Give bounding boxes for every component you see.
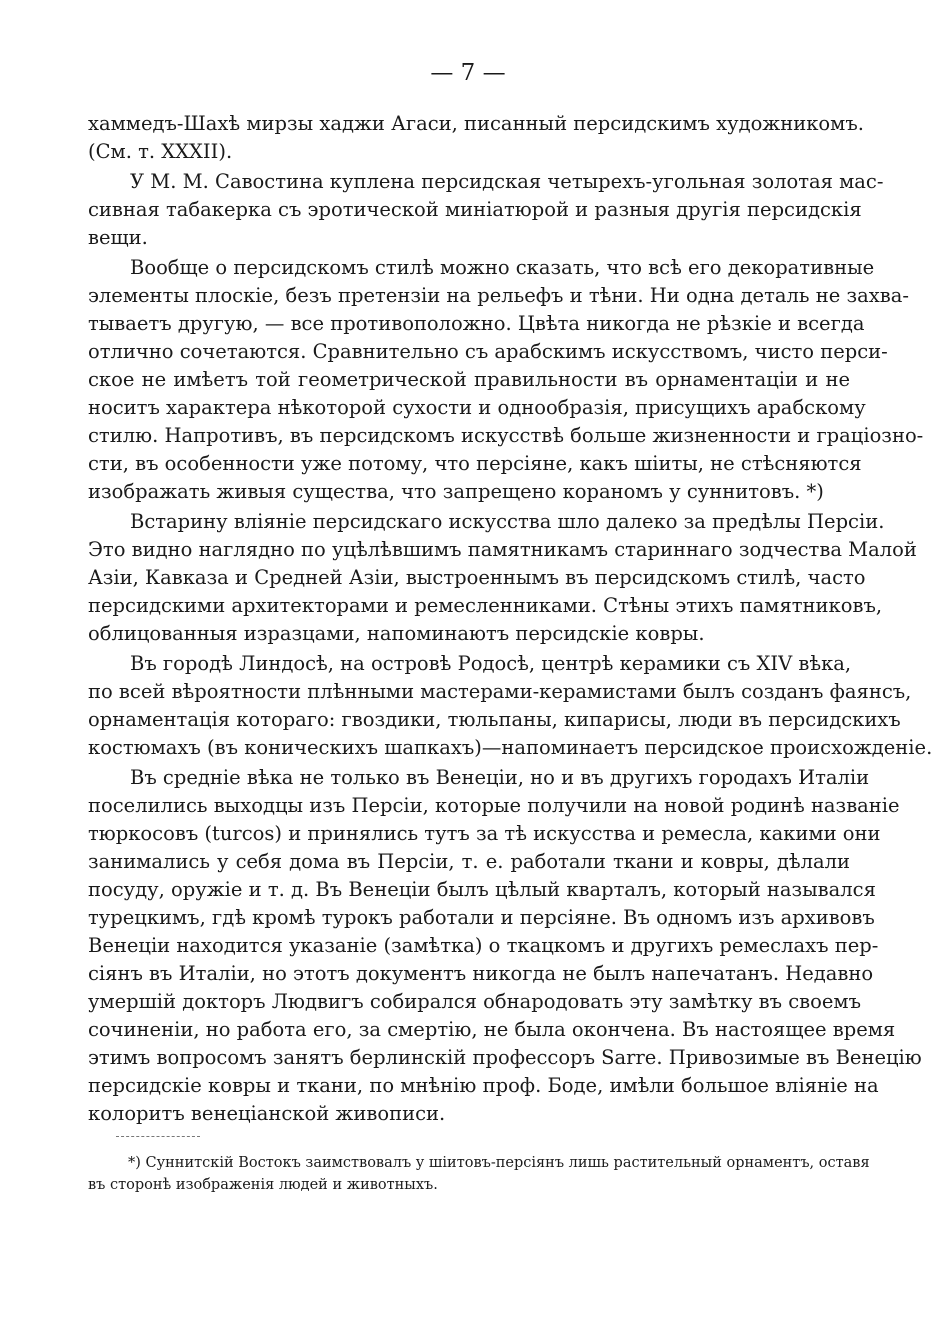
text-line: орнаментація котораго: гвоздики, тюльпаны, кипарисы, люди въ персидскихъ: [88, 708, 901, 731]
text-line: Встарину вліяніе персидскаго искусства шло далеко за предѣлы Персіи.: [130, 510, 885, 533]
text-line: Это видно наглядно по уцѣлѣвшимъ памятникамъ стариннаго зодчества Малой: [88, 538, 917, 561]
text-line: Вообще о персидскомъ стилѣ можно сказать, что всѣ его декоративные: [130, 256, 875, 279]
text-line: по всей вѣроятности плѣнными мастерами-керамистами былъ созданъ фаянсъ,: [88, 680, 912, 703]
text-line: тываетъ другую, — все противоположно. Цвѣта никогда не рѣзкіе и всегда: [88, 312, 865, 335]
text-line: этимъ вопросомъ занятъ берлинскій профессоръ Sarre. Привозимые въ Венецію: [88, 1046, 922, 1069]
text-line: тюркосовъ (turcos) и принялись тутъ за тѣ искусства и ремесла, какими они: [88, 822, 881, 845]
text-line: изображать живыя существа, что запрещено кораномъ у суннитовъ. *): [88, 480, 824, 503]
text-line: У М. М. Савостина куплена персидская четырехъ-угольная золотая мас-: [130, 170, 884, 193]
text-line: костюмахъ (въ коническихъ шапкахъ)—напоминаетъ персидское происхожденіе.: [88, 736, 933, 759]
text-line: (См. т. XXXII).: [88, 140, 233, 163]
text-line: сти, въ особенности уже потому, что персіяне, какъ шіиты, не стѣсняются: [88, 452, 862, 475]
text-line: занимались у себя дома въ Персіи, т. е. работали ткани и ковры, дѣлали: [88, 850, 850, 873]
text-line: Венеціи находится указаніе (замѣтка) о ткацкомъ и другихъ ремеслахъ пер-: [88, 934, 879, 957]
text-line: поселились выходцы изъ Персіи, которые получили на новой родинѣ названіе: [88, 794, 900, 817]
text-line: умершій докторъ Людвигъ собирался обнародовать эту замѣтку въ своемъ: [88, 990, 861, 1013]
text-line: Въ средніе вѣка не только въ Венеціи, но и въ другихъ городахъ Италіи: [130, 766, 870, 789]
text-line: турецкимъ, гдѣ кромѣ турокъ работали и персіяне. Въ одномъ изъ архивовъ: [88, 906, 875, 929]
text-line: Азіи, Кавказа и Средней Азіи, выстроеннымъ въ персидскомъ стилѣ, часто: [88, 566, 866, 589]
text-line: хаммедъ-Шахѣ мирзы хаджи Агаси, писанный персидскимъ художникомъ.: [88, 112, 864, 135]
text-line: посуду, оружіе и т. д. Въ Венеціи былъ цѣлый кварталъ, который назывался: [88, 878, 876, 901]
text-line: Въ городѣ Линдосѣ, на островѣ Родосѣ, центрѣ керамики съ XIV вѣка,: [130, 652, 852, 675]
text-line: персидскіе ковры и ткани, по мнѣнію проф. Боде, имѣли большое вліяніе на: [88, 1074, 879, 1097]
text-line: сивная табакерка съ эротической миніатюрой и разныя другія персидскія: [88, 198, 862, 221]
text-line: сіянъ въ Италіи, но этотъ документъ никогда не былъ напечатанъ. Недавно: [88, 962, 874, 985]
text-line: вещи.: [88, 226, 148, 249]
footnote-separator: [116, 1136, 200, 1137]
text-line: колоритъ венеціанской живописи.: [88, 1102, 446, 1125]
footnote-line: *) Суннитскій Востокъ заимствовалъ у шіитовъ-персіянъ лишь растительный орнаментъ, оставя: [128, 1155, 870, 1171]
text-line: персидскими архитекторами и ремесленниками. Стѣны этихъ памятниковъ,: [88, 594, 883, 617]
text-line: стилю. Напротивъ, въ персидскомъ искусствѣ больше жизненности и граціозно-: [88, 424, 924, 447]
footnote-line: въ сторонѣ изображенія людей и животныхъ.: [88, 1177, 438, 1193]
text-line: отлично сочетаются. Сравнительно съ арабскимъ искусствомъ, чисто перси-: [88, 340, 888, 363]
text-line: ское не имѣетъ той геометрической правильности въ орнаментаціи и не: [88, 368, 850, 391]
text-line: носитъ характера нѣкоторой сухости и однообразія, присущихъ арабскому: [88, 396, 866, 419]
text-line: элементы плоскіе, безъ претензіи на рельефъ и тѣни. Ни одна деталь не захва-: [88, 284, 909, 307]
text-line: облицованныя изразцами, напоминаютъ персидскіе ковры.: [88, 622, 705, 645]
page-number: — 7 —: [430, 60, 506, 86]
text-line: сочиненіи, но работа его, за смертію, не была окончена. Въ настоящее время: [88, 1018, 896, 1041]
